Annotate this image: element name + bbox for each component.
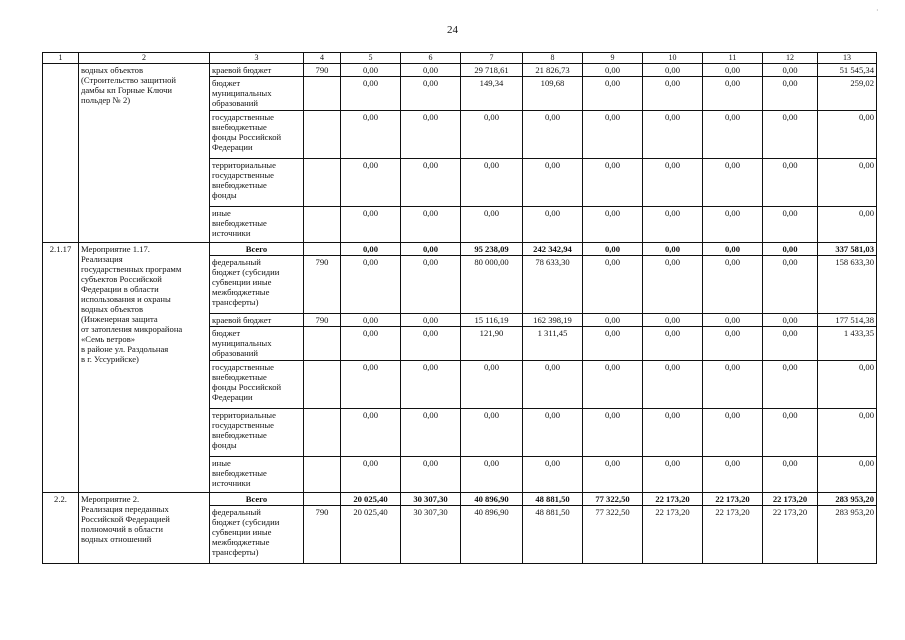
- year-value: 0,00: [461, 159, 523, 207]
- year-value: 0,00: [523, 159, 583, 207]
- budget-code: [304, 77, 341, 111]
- column-number-2: 2: [79, 53, 210, 64]
- year-value: 0,00: [763, 64, 818, 77]
- budget-code: 790: [304, 314, 341, 327]
- year-value: 0,00: [523, 457, 583, 493]
- year-value: 149,34: [461, 77, 523, 111]
- year-value: 0,00: [703, 409, 763, 457]
- year-value: 0,00: [461, 457, 523, 493]
- budget-table: [42, 52, 877, 564]
- year-value: 0,00: [763, 207, 818, 243]
- year-value: 0,00: [643, 64, 703, 77]
- year-value: 0,00: [401, 409, 461, 457]
- year-value: 30 307,30: [401, 506, 461, 564]
- total-value: 283 953,20: [818, 506, 877, 564]
- year-value: 0,00: [763, 409, 818, 457]
- year-value: 0,00: [643, 361, 703, 409]
- year-value: 0,00: [341, 159, 401, 207]
- year-value: 78 633,30: [523, 256, 583, 314]
- funding-source: Всего: [210, 493, 304, 506]
- table-row: [43, 64, 877, 77]
- year-value: 109,68: [523, 77, 583, 111]
- total-value: 283 953,20: [818, 493, 877, 506]
- year-value: 0,00: [341, 77, 401, 111]
- year-value: 0,00: [643, 314, 703, 327]
- total-value: 0,00: [818, 409, 877, 457]
- year-value: 20 025,40: [341, 493, 401, 506]
- year-value: 0,00: [401, 361, 461, 409]
- year-value: 0,00: [703, 64, 763, 77]
- measure-description: водных объектов (Строительство защитной дамбы кп Горные Ключи польдер № 2): [79, 64, 210, 243]
- row-index: 2.2.: [43, 493, 79, 564]
- year-value: 0,00: [523, 111, 583, 159]
- year-value: 0,00: [401, 457, 461, 493]
- total-value: 1 433,35: [818, 327, 877, 361]
- year-value: 0,00: [583, 111, 643, 159]
- year-value: 22 173,20: [763, 493, 818, 506]
- funding-source: территориальные государственные внебюджетные фонды: [210, 409, 304, 457]
- year-value: 0,00: [763, 111, 818, 159]
- year-value: 0,00: [763, 243, 818, 256]
- year-value: 0,00: [523, 361, 583, 409]
- budget-code: [304, 493, 341, 506]
- scan-mark: ·: [876, 6, 879, 15]
- funding-source: бюджет муниципальных образований: [210, 77, 304, 111]
- year-value: 0,00: [341, 361, 401, 409]
- column-number-4: 4: [304, 53, 341, 64]
- measure-description: Мероприятие 2. Реализация переданных Российской Федерацией полномочий в области водных отношений: [79, 493, 210, 564]
- year-value: 0,00: [643, 159, 703, 207]
- row-index: 2.1.17: [43, 243, 79, 493]
- funding-source: иные внебюджетные источники: [210, 207, 304, 243]
- measure-description: Мероприятие 1.17. Реализация государственных программ субъектов Российской Федерации в области использования и охраны водных объектов (Инженерная защита от затопления микрорайона «Семь ветров» в районе ул. Раздольная в г. Уссурийске): [79, 243, 210, 493]
- year-value: 0,00: [401, 314, 461, 327]
- year-value: 0,00: [703, 327, 763, 361]
- year-value: 0,00: [401, 256, 461, 314]
- year-value: 95 238,09: [461, 243, 523, 256]
- year-value: 0,00: [643, 256, 703, 314]
- year-value: 77 322,50: [583, 493, 643, 506]
- funding-source: иные внебюджетные источники: [210, 457, 304, 493]
- table-row: [43, 493, 877, 506]
- year-value: 0,00: [401, 327, 461, 361]
- total-value: 177 514,38: [818, 314, 877, 327]
- column-number-13: 13: [818, 53, 877, 64]
- funding-source: Всего: [210, 243, 304, 256]
- year-value: 0,00: [341, 327, 401, 361]
- year-value: 0,00: [703, 111, 763, 159]
- column-number-12: 12: [763, 53, 818, 64]
- year-value: 0,00: [763, 314, 818, 327]
- total-value: 0,00: [818, 111, 877, 159]
- year-value: 29 718,61: [461, 64, 523, 77]
- funding-source: краевой бюджет: [210, 64, 304, 77]
- year-value: 0,00: [643, 243, 703, 256]
- year-value: 15 116,19: [461, 314, 523, 327]
- budget-code: [304, 361, 341, 409]
- year-value: 22 173,20: [643, 506, 703, 564]
- column-number-7: 7: [461, 53, 523, 64]
- funding-source: федеральный бюджет (субсидии субвенции иные межбюджетные трансферты): [210, 506, 304, 564]
- budget-code: 790: [304, 256, 341, 314]
- year-value: 0,00: [461, 207, 523, 243]
- year-value: 0,00: [703, 256, 763, 314]
- total-value: 0,00: [818, 207, 877, 243]
- year-value: 0,00: [763, 327, 818, 361]
- year-value: 0,00: [341, 409, 401, 457]
- year-value: 40 896,90: [461, 506, 523, 564]
- budget-code: [304, 327, 341, 361]
- funding-source: территориальные государственные внебюджетные фонды: [210, 159, 304, 207]
- total-value: 337 581,03: [818, 243, 877, 256]
- year-value: 0,00: [583, 327, 643, 361]
- year-value: 0,00: [401, 159, 461, 207]
- year-value: 22 173,20: [763, 506, 818, 564]
- total-value: 51 545,34: [818, 64, 877, 77]
- column-number-9: 9: [583, 53, 643, 64]
- year-value: 0,00: [583, 159, 643, 207]
- column-number-11: 11: [703, 53, 763, 64]
- table-row: [43, 243, 877, 256]
- year-value: 0,00: [341, 111, 401, 159]
- year-value: 0,00: [583, 243, 643, 256]
- year-value: 22 173,20: [703, 506, 763, 564]
- column-number-8: 8: [523, 53, 583, 64]
- total-value: 0,00: [818, 159, 877, 207]
- year-value: 20 025,40: [341, 506, 401, 564]
- year-value: 0,00: [643, 409, 703, 457]
- year-value: 0,00: [643, 111, 703, 159]
- total-value: 0,00: [818, 457, 877, 493]
- year-value: 0,00: [643, 457, 703, 493]
- year-value: 0,00: [461, 409, 523, 457]
- year-value: 80 000,00: [461, 256, 523, 314]
- year-value: 30 307,30: [401, 493, 461, 506]
- budget-code: [304, 243, 341, 256]
- year-value: 1 311,45: [523, 327, 583, 361]
- year-value: 0,00: [401, 64, 461, 77]
- year-value: 40 896,90: [461, 493, 523, 506]
- total-value: 259,02: [818, 77, 877, 111]
- year-value: 0,00: [341, 457, 401, 493]
- year-value: 0,00: [583, 64, 643, 77]
- year-value: 0,00: [703, 361, 763, 409]
- funding-source: государственные внебюджетные фонды Российской Федерации: [210, 111, 304, 159]
- year-value: 0,00: [763, 77, 818, 111]
- year-value: 0,00: [583, 256, 643, 314]
- year-value: 0,00: [401, 243, 461, 256]
- year-value: 0,00: [763, 256, 818, 314]
- budget-code: 790: [304, 64, 341, 77]
- funding-source: бюджет муниципальных образований: [210, 327, 304, 361]
- year-value: 0,00: [341, 243, 401, 256]
- year-value: 0,00: [703, 77, 763, 111]
- budget-code: [304, 207, 341, 243]
- year-value: 0,00: [703, 207, 763, 243]
- page-number: 24: [447, 24, 458, 36]
- year-value: 0,00: [583, 314, 643, 327]
- year-value: 0,00: [461, 111, 523, 159]
- total-value: 0,00: [818, 361, 877, 409]
- year-value: 0,00: [703, 243, 763, 256]
- year-value: 77 322,50: [583, 506, 643, 564]
- budget-code: 790: [304, 506, 341, 564]
- year-value: 121,90: [461, 327, 523, 361]
- total-value: 158 633,30: [818, 256, 877, 314]
- year-value: 0,00: [643, 207, 703, 243]
- year-value: 0,00: [703, 159, 763, 207]
- year-value: 0,00: [523, 409, 583, 457]
- year-value: 0,00: [583, 207, 643, 243]
- year-value: 22 173,20: [703, 493, 763, 506]
- year-value: 0,00: [763, 457, 818, 493]
- year-value: 0,00: [341, 64, 401, 77]
- year-value: 0,00: [763, 159, 818, 207]
- column-number-5: 5: [341, 53, 401, 64]
- funding-source: краевой бюджет: [210, 314, 304, 327]
- budget-code: [304, 457, 341, 493]
- funding-source: федеральный бюджет (субсидии субвенции иные межбюджетные трансферты): [210, 256, 304, 314]
- year-value: 0,00: [643, 327, 703, 361]
- year-value: 0,00: [523, 207, 583, 243]
- year-value: 0,00: [643, 77, 703, 111]
- year-value: 0,00: [341, 314, 401, 327]
- year-value: 0,00: [763, 361, 818, 409]
- budget-code: [304, 111, 341, 159]
- year-value: 0,00: [401, 111, 461, 159]
- year-value: 0,00: [401, 77, 461, 111]
- year-value: 0,00: [703, 314, 763, 327]
- column-number-1: 1: [43, 53, 79, 64]
- funding-source: государственные внебюджетные фонды Российской Федерации: [210, 361, 304, 409]
- column-number-row: [43, 53, 877, 64]
- table-body: [43, 53, 877, 564]
- year-value: 22 173,20: [643, 493, 703, 506]
- column-number-6: 6: [401, 53, 461, 64]
- budget-code: [304, 159, 341, 207]
- row-index: [43, 64, 79, 243]
- year-value: 0,00: [583, 77, 643, 111]
- year-value: 0,00: [583, 361, 643, 409]
- year-value: 0,00: [341, 256, 401, 314]
- year-value: 48 881,50: [523, 506, 583, 564]
- column-number-10: 10: [643, 53, 703, 64]
- budget-code: [304, 409, 341, 457]
- year-value: 0,00: [401, 207, 461, 243]
- year-value: 0,00: [341, 207, 401, 243]
- year-value: 0,00: [583, 409, 643, 457]
- year-value: 242 342,94: [523, 243, 583, 256]
- year-value: 0,00: [583, 457, 643, 493]
- year-value: 162 398,19: [523, 314, 583, 327]
- year-value: 48 881,50: [523, 493, 583, 506]
- column-number-3: 3: [210, 53, 304, 64]
- year-value: 21 826,73: [523, 64, 583, 77]
- year-value: 0,00: [703, 457, 763, 493]
- year-value: 0,00: [461, 361, 523, 409]
